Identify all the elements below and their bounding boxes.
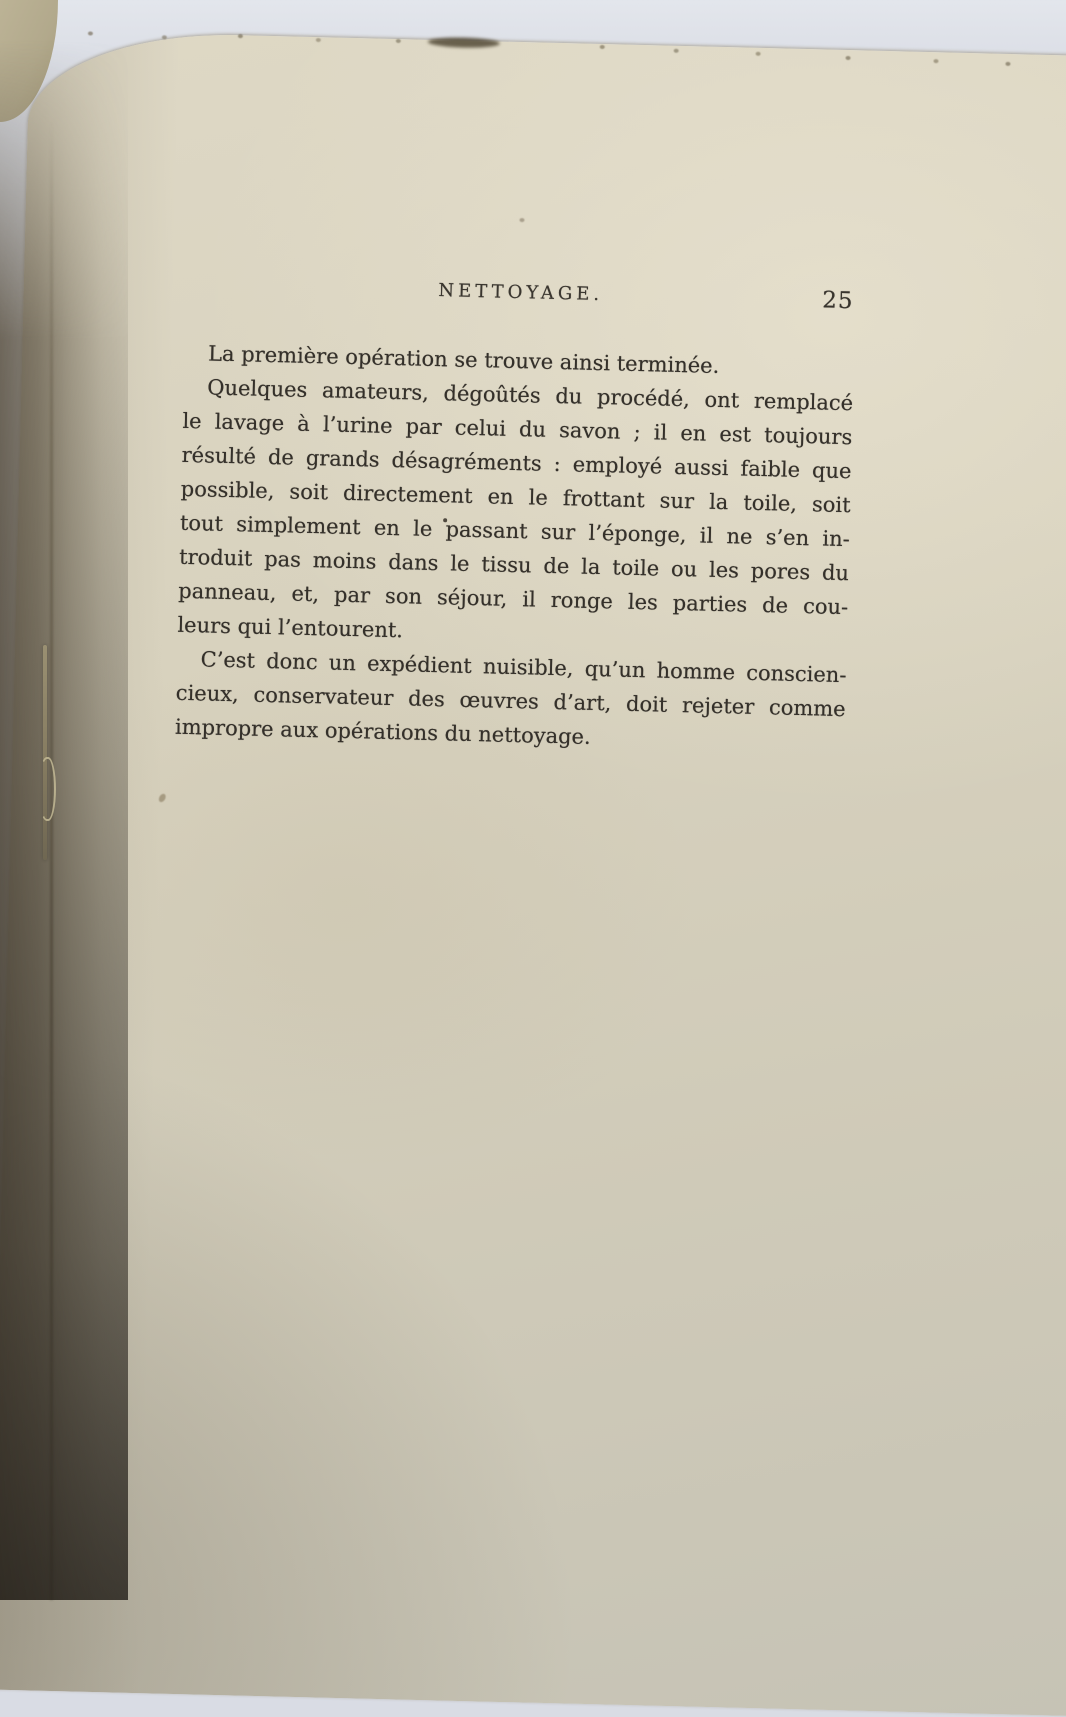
- deckle-smudge: [428, 37, 500, 49]
- text-line: La première opération se trouve ainsi terminée.: [207, 341, 720, 378]
- page-body: [175, 336, 855, 760]
- book-page: [0, 30, 1066, 1717]
- text-line: le lavage à l’urine par celui du savon ; il en est toujours: [182, 408, 853, 450]
- gutter-crease: [50, 120, 53, 1600]
- running-title: NETTOYAGE.: [438, 280, 604, 306]
- gutter-shadow: [0, 0, 128, 1600]
- page-number: 25: [822, 287, 854, 315]
- text-line: leurs qui l’entourent.: [177, 612, 404, 643]
- text-line: panneau, et, par son séjour, il ronge les parties de cou-: [178, 578, 849, 620]
- paper-fleck: [519, 218, 524, 222]
- page-text-block: [175, 274, 856, 760]
- text-line: tout simplement en le passant sur l’éponge, il ne s’en in-: [179, 510, 851, 552]
- text-line: troduit pas moins dans le tissu de la toile ou les pores du: [178, 544, 850, 586]
- text-line: Quelques amateurs, dégoûtés du procédé, ont remplacé: [207, 375, 854, 416]
- page-header: [185, 274, 855, 318]
- text-line: cieux, conservateur des œuvres d’art, doit rejeter comme: [175, 680, 846, 722]
- binding-thread: [43, 645, 47, 860]
- text-line: impropre aux opérations du nettoyage.: [174, 714, 591, 749]
- text-line: C’est donc un expédient nuisible, qu’un homme conscien-: [200, 647, 847, 688]
- text-line: résulté de grands désagréments : employé aussi faible que: [181, 442, 852, 484]
- paper-fleck: [157, 793, 167, 804]
- text-line: possible, soit directement en le frottant sur la toile, soit: [180, 476, 851, 518]
